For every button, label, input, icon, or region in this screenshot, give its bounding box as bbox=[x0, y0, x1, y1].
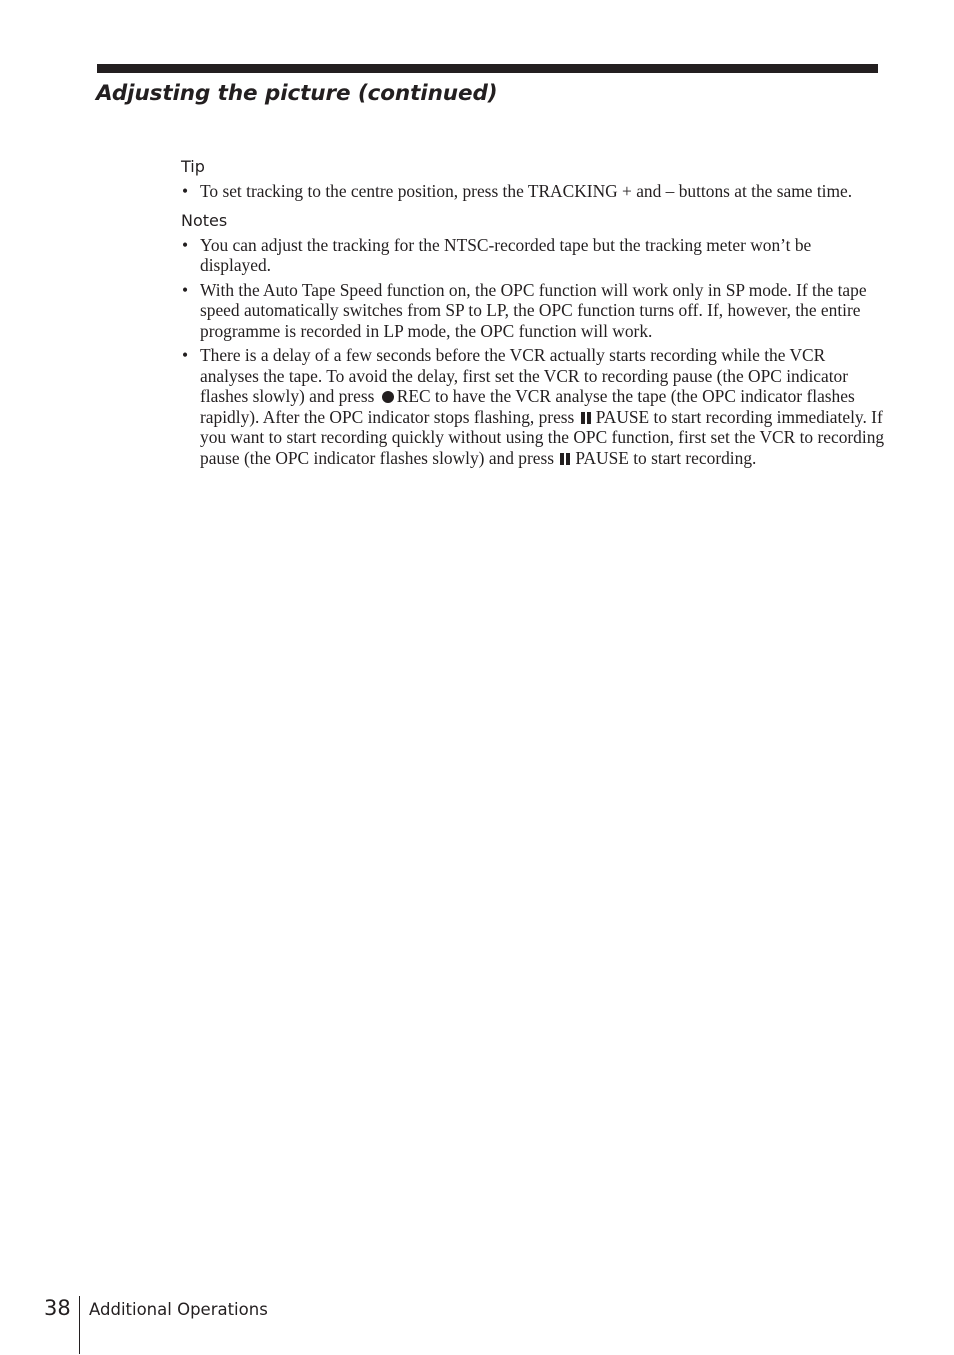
note-item-text: There is a delay of a few seconds before the VCR actually starts recording while the VCR analyses the tape. To avoid the delay, first set the VCR to recording pause (the OPC indicator flashes slowly) and press bbox=[200, 345, 849, 406]
bullet: • bbox=[182, 279, 189, 300]
footer-divider bbox=[79, 1296, 80, 1354]
page-number: 38 bbox=[44, 1296, 71, 1320]
note-item-text: REC to have the VCR analyse the tape (the OPC indicator flashes rapidly). After the OPC indicator stops flashing, press bbox=[200, 386, 855, 427]
tip-item bbox=[181, 181, 886, 202]
tip-list bbox=[181, 181, 886, 202]
page-content bbox=[181, 157, 886, 472]
notes-list bbox=[181, 235, 886, 469]
top-rule bbox=[97, 64, 878, 73]
record-dot-icon bbox=[382, 391, 394, 403]
bullet: • bbox=[182, 181, 189, 201]
note-item bbox=[181, 280, 886, 342]
pause-icon bbox=[559, 453, 571, 465]
notes-label: Notes bbox=[181, 210, 228, 230]
note-item-text: With the Auto Tape Speed function on, the OPC function will work only in SP mode. If the tape speed automatically switches from SP to LP, the OPC function turns off. If, however, the entire programme is recorded in LP mode, the OPC function will work. bbox=[200, 279, 867, 341]
tip-label: Tip bbox=[181, 157, 205, 176]
bullet: • bbox=[182, 234, 189, 255]
note-item bbox=[181, 345, 886, 468]
note-item-text: PAUSE to start recording. bbox=[575, 447, 757, 468]
bullet: • bbox=[182, 345, 189, 365]
note-item-text: You can adjust the tracking for the NTSC-recorded tape but the tracking meter won’t be displayed. bbox=[200, 234, 812, 275]
note-item-text: PAUSE to start recording immediately. If you want to start recording quickly without using the OPC function, first set the VCR to recording pause (the OPC indicator flashes slowly) and press bbox=[200, 406, 885, 468]
tip-item-text: To set tracking to the centre position, press the TRACKING + and – buttons at the same time. bbox=[200, 181, 853, 201]
page-heading: Adjusting the picture (continued) bbox=[96, 81, 498, 106]
note-item bbox=[181, 235, 886, 276]
pause-icon bbox=[580, 412, 592, 424]
footer-section-name: Additional Operations bbox=[89, 1300, 268, 1319]
